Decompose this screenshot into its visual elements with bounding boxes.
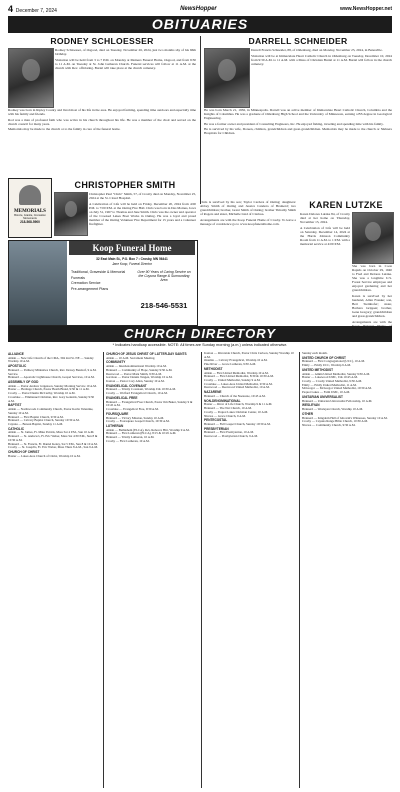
masthead: NewsHopper	[180, 6, 217, 12]
obituary-name: DARRELL SCHNEIDER	[248, 36, 348, 46]
church-listing: Aitkin — Bethlehem (ELCA), Rev. Rebecca Hirt, Worship 9 A.M.	[106, 427, 190, 432]
church-listing: Brainerd — St. Francis, Fr. Daniel Kensy, Sat 5 P.M., Sun 8 & 10 A.M.	[8, 441, 98, 446]
church-listing: Brainerd — First Baptist Church, 9:30 A.M.	[8, 414, 64, 419]
obituary-text	[300, 212, 350, 320]
church-directory-title: CHURCH DIRECTORY	[8, 326, 392, 342]
paragraph: Rod was a man of profound faith who was active in his church throughout his life. He was a member of the choir and served on the church council for many years.	[8, 117, 196, 126]
church-listing: Deerwood — Deerwood United Methodist, 10 A.M.	[204, 385, 270, 390]
ad-header	[69, 241, 195, 255]
obituary-text-cont	[200, 200, 296, 320]
ad-subtitle: Bronze, Granite, Cremation Monuments	[14, 214, 46, 220]
denomination-heading: EVANGELICAL FREE	[106, 395, 138, 400]
paragraph: Chris is survived by his son; Taylor Cardera of Outing; daughters: Abbey Smith of Outing and Jessica Candera of Brainerd; two grandchildren; brother, Grant Smith of Outing; brother Timothy Smith of Rogers and sister, Michelle Lind of Clarissa.	[200, 200, 296, 217]
church-listing: Brainerd — Full Gospel Church, Sunday 10:30 A.M.	[204, 421, 271, 426]
denomination-heading: CHURCH OF JESUS CHRIST OF LATTER-DAY SAINTS	[106, 352, 187, 356]
obituary-photo	[8, 48, 54, 108]
church-listing: Baxter — Heritage Church, Pastor Heath Bland, 9:30 & 11 A.M.	[8, 387, 90, 392]
denomination-heading: UNITED CHURCH OF CHRIST	[302, 355, 346, 360]
denomination-heading: NAZARENE	[204, 390, 222, 395]
church-listing: Brainerd — First Presbyterian, 10 A.M.	[204, 430, 254, 435]
directory-column	[204, 352, 296, 788]
church-listing: Brainerd — The Net Church, 10 A.M.	[204, 406, 252, 411]
obituary-name: CHRISTOPHER SMITH	[74, 180, 176, 190]
paragraph: Memorials may be made to the church or to the family in care of the funeral home.	[8, 127, 121, 132]
church-listing: Pequot Lakes — Faith UMC, 10 A.M.	[302, 390, 351, 395]
column-divider	[200, 36, 201, 204]
church-listing: Cuyuna — Berean Baptist, Sunday 11 A.M.	[8, 421, 64, 426]
church-listing: Crosslake — Lakes Area United Methodist, 9:30 A.M.	[204, 381, 273, 386]
denomination-heading: EVANGELICAL COVENANT	[106, 383, 147, 388]
church-listing: Emily — Emily United Methodist, 11 A.M.	[302, 382, 357, 387]
church-listing: Garrison — Pastor Dennis Tangen, Worship 10 A.M.	[106, 375, 173, 380]
paragraph: Christopher Paul "Chris" Smith, 57, of Crosby died on Monday, November 25, 2024 at the St. Cloud Hospital.	[89, 192, 196, 201]
paragraph: Visitation will be at Immaculate Heart Catholic Church in Oldenburg on Tuesday, December 10, 2024 from 9:30 A.M. to 11 A.M. with a Mass of Christian Burial at 11 A.M. Burial will follow in the church cemetery.	[251, 53, 392, 66]
church-listing: Crosby — St. Joseph's, Fr. Eric Weber, Mass Thurs 8 A.M., Sun 9 A.M.	[8, 445, 98, 450]
church-listing: Brainerd — Community of Hope, Sunday 9:30 A.M.	[106, 367, 173, 372]
church-listing: Nisswa — Community Church, 9:30 A.M.	[302, 422, 356, 427]
service-item: Pre-arrangement Plans	[71, 286, 109, 291]
paragraph: Arrangements are with the Koop Funeral Home of Crosby. To leave a message of condolence go to www.koopfuneralhome.com.	[200, 217, 296, 226]
service-item: Cremation Service	[71, 281, 101, 285]
paragraph: Karen Delores Lutzke 84, of Crosby died at her home on Thursday, November 15, 2024.	[300, 212, 350, 225]
church-listing: Brainerd — Calvary Baptist Church, Sunday 10:30 A.M.	[8, 418, 80, 423]
church-listing: Brainerd — Kingdom Hall of Jehovah's Witnesses, Sunday 10 A.M.	[302, 415, 388, 420]
paragraph: A Celebration of Life will be held on Saturday, December 14, 2024 at the Harris Johnson Community Room from 11 A.M. to 1 P.M. with a memorial service at 4:00 P.M.	[300, 225, 350, 246]
ad-phone: 218-568-5900	[20, 220, 40, 224]
paragraph: Rodney Schloesser, of Osgood, died on Tuesday, November 26, 2024, just two months shy of his 66th birthday.	[55, 48, 196, 57]
church-listing: Crosby — Crosby United Methodist, 9:30 A.M.	[302, 379, 363, 384]
denomination-heading: CHURCH OF CHRIST	[8, 449, 40, 454]
obituary-text-cont	[352, 264, 392, 324]
denomination-heading: CATHOLIC	[8, 426, 24, 431]
koop-funeral-ad[interactable]	[8, 240, 198, 326]
paragraph: Arrangements are with the	[352, 319, 392, 324]
church-listing: Crosby — Cuyuna Range Bible Church, 10:30 A.M.	[302, 419, 368, 424]
church-listing: Ironton — Pastor Cory Allen, Sunday 10 A.M.	[106, 379, 165, 384]
church-listing: Aitkin — Pastor Andrew Jergenson, Sunday Morning Service 10 A.M.	[8, 383, 97, 388]
obituary-name: RODNEY SCHLOESSER	[50, 36, 154, 46]
denomination-heading: LUTHERAN	[106, 423, 124, 428]
paragraph: Darrell Francis Schneider, 88, of Oldenburg, died on Monday, November 25, 2024, in Batesville.	[251, 48, 383, 52]
church-listing: Aitkin — Aitkin United Methodist, Sunday 9:30 A.M.	[302, 371, 371, 376]
directory-column	[106, 352, 198, 788]
denomination-heading: OTHER	[302, 411, 313, 416]
church-listing: Brainerd — Evangelical Free Church, Pastor Jim Baker, Sunday 9 & 10:45 A.M.	[106, 399, 193, 408]
issue-date: December 7, 2024	[15, 8, 57, 14]
church-listing: Brainerd — Trinity Covenant, Worship 9 & 10:30 A.M.	[106, 387, 176, 392]
church-listing: Brainerd — St. Andrew's, Fr. Eric Weber, Mass Sat 4:30 P.M., Sun 8 & 10:30 A.M.	[8, 434, 98, 442]
denomination-heading: UNITARIAN UNIVERSALIST	[302, 394, 343, 399]
section-title: OBITUARIES	[8, 16, 392, 33]
church-listing: Brainerd — Apostolic Lighthouse Church, Gospel Services, 10 A.M.	[8, 375, 95, 380]
church-listing: Aitkin — First United Methodist, Worship 10 A.M.	[204, 370, 269, 375]
church-listing: Brainerd — Church of the Nazarene, 10:45 A.M.	[204, 393, 266, 398]
paragraph: A Celebration of Life will be held on Friday, December 20, 2024 from 4:00 P.M. to 7:00 P.M. at the Outing Fire Hall. Chris was born in Des Moines, Iowa on July 31, 1967 to Thomas and Jane Smith. Chris was the owner and operator of the Crooked Lakes Boat Works in Outing. He was a loyal and proud member of the Outing Volunteer Fire Department for 15 years and a volunteer firefighter.	[89, 201, 196, 226]
service-item: Traditional, Graveside & Memorial Funerals	[71, 270, 126, 280]
ad-director: Jane Koop, Funeral Director	[112, 262, 152, 266]
directory-column	[8, 352, 100, 788]
church-listing: Crosslake — Emmanuel Christian, Rev. Gary Gennick, Sunday 9:30 A.M.	[8, 394, 95, 403]
church-listing: Emily — Emily UCC, Worship 9 A.M.	[302, 363, 351, 368]
denomination-heading: COMMUNITY	[106, 360, 126, 365]
paragraph: He was born March 21, 1936, in Minneapolis. Darrell was an active member of Immaculate Heart Catholic Church, Columbia and the Knights of Columbus. He was a graduate of Oldenburg High School and the University of Minnesota, earning a BS degree in Geological Engineering.	[204, 108, 392, 121]
church-listing: Crosby — Pequot Lakes Christian Center, 10 A.M.	[204, 409, 269, 414]
church-listing: Aitkin — Northwoods Community Church, Pastor Kevin Valentine, Sunday 10 A.M.	[8, 407, 94, 415]
church-listing: Brainerd — First Lutheran (ELCA), 8:15 & 10:45 A.M.	[106, 431, 177, 436]
ad-tagline: Over 90 Years of Caring Service on the Cuyuna Range & Surrounding Area	[137, 270, 191, 283]
ad-title: Koop Funeral Home	[92, 243, 172, 253]
ad-services	[71, 270, 133, 292]
church-listing: Crosby — Wolford Evangelical Church, 10 A.M.	[106, 391, 168, 396]
church-listing: Aitkin — New Life Church of the CMA, 304 2nd St. NE — Sunday Worship 10 A.M.	[8, 355, 94, 364]
denomination-heading: NON-DENOMINATIONAL	[204, 398, 241, 403]
church-listing: Crosslake — Evangelical Free, 9:30 A.M.	[106, 407, 159, 412]
funeral-home-photo	[9, 241, 67, 325]
ad-phone: 218-546-5531	[140, 301, 188, 310]
church-listing: Ironton — Riverside Church, Pastor Chris Carlson, Sunday Worship 10 A.M.	[204, 351, 294, 359]
obituary-text-cont	[8, 108, 196, 176]
denomination-heading: PRESBYTERIAN	[204, 426, 229, 431]
obituary-text	[251, 48, 392, 106]
denomination-heading: UNITED METHODIST	[302, 367, 334, 372]
church-listing: Onamia — Calvary Evangelical, Worship 10 A.M.	[204, 358, 268, 363]
church-listing: Brainerd — First Congregational (UCC), 10 A.M.	[302, 359, 365, 364]
denomination-heading: WESLEYAN	[302, 403, 320, 408]
denomination-heading: APOSTOLIC	[8, 364, 27, 369]
denomination-heading: METHODIST	[204, 366, 223, 371]
church-listing: Brainerd — First United Methodist, 8:30 & 10:30 A.M.	[204, 374, 274, 379]
church-listing: Sunday each month.	[302, 351, 328, 355]
church-listing: Brainerd — Wesleyan Church, Worship 10 A.M.	[302, 407, 364, 412]
paragraph: Rodney was born in Ripley County and lived most of his life in the area. He enjoyed farming, spending time outdoors and especially time with his family and friends.	[8, 108, 196, 117]
ad-title: MEMORIALS	[14, 209, 46, 214]
church-listing: Baxter — Lakes Area Church of Christ, Worship 10 A.M.	[8, 453, 81, 458]
paragraph: He is survived by his wife, Doreen, children, grandchildren and great-grandchildren. Memorials may be made to the church or Shriners Hospitals for Children.	[204, 127, 392, 136]
website: www.NewsHopper.net	[339, 6, 392, 12]
directory-column	[302, 352, 394, 788]
page-header	[8, 4, 392, 14]
church-listing: Nisswa — Grace Church, 9 A.M.	[204, 413, 246, 418]
ad-address: 32 East Main St., P.O. Box 7 • Crosby, MN 56441	[96, 257, 168, 261]
obituary-photo	[204, 48, 250, 108]
obituary-name: KAREN LUTZKE	[309, 200, 383, 210]
obituary-text-cont	[204, 108, 392, 198]
directory-note: * Indicates handicap accessible. NOTE: All times are Sunday morning (a.m.) unless indicated otherwise.	[112, 343, 288, 347]
church-listing: Brainerd — Pathway Ministries Church, Rev. Dewey Bendorf, 9 A.M. Service.	[8, 367, 97, 376]
obituary-text	[55, 48, 196, 106]
church-listing: Aitkin — St. James, Fr. Mike Patrick, Mass Sat 4 P.M., Sun 10 A.M.	[8, 430, 95, 435]
church-listing: Crosby — United Methodist, Sunday 9 A.M.	[204, 378, 261, 383]
headstone-icon	[19, 185, 41, 205]
paragraph: Visitation will be held from 3 to 7 P.M. on Monday at Meiners Funeral Home, Osgood, and from 9:30 to 11 A.M. on Tuesday at St. John Lutheran Church. Funeral services will follow at 11 A.M. at the church with Rev. officiating. Burial will take place at the church cemetery.	[55, 57, 196, 70]
church-listing: Deerwood — Presbyterian Church, 9 A.M.	[204, 434, 258, 439]
church-listing: Crosby — First Lutheran, 10 A.M.	[106, 438, 150, 443]
denomination-heading: ALLIANCE	[8, 352, 24, 356]
paragraph: She was born in Coon Rapids on October 29, 1940 to Fred and Delores Lutzke. She was a longtime U.S. Forest Service employee and enjoyed gardening and her grandchildren.	[352, 264, 392, 293]
church-listing: Pine River — Grace Lutheran, 9:30 A.M.	[204, 362, 257, 367]
church-listing: Brainerd — Unitarian Universalist Fellowship, 10 A.M.	[302, 398, 373, 403]
obituary-photo	[54, 192, 88, 236]
church-listing: Brainerd — Victory Mission, Sunday 10 A.M.	[106, 415, 165, 420]
church-listing: Aitkin — Interdenominational Worship 10 A.M.	[106, 364, 167, 369]
church-listing: Baxter — River of Life Church, Worship 9 & 11 A.M.	[204, 402, 273, 407]
church-listing: McGregor — McGregor United Methodist, 10:30 A.M.	[302, 386, 372, 391]
page-number: 4	[8, 4, 14, 14]
church-listing: Brainerd — Trinity Lutheran, 10 A.M.	[106, 435, 155, 440]
denomination-heading: BAPTIST	[8, 403, 22, 408]
church-listing: Baxter — Lakewood UMC, 9 & 10:45 A.M.	[302, 375, 358, 380]
paragraph: He was a former owner and president of Consulting Engineers, Inc. He enjoyed fishing, traveling and spending time with his family.	[204, 121, 384, 126]
church-listing: Deerwood — Pastor Mark Smith, 9:30 A.M.	[106, 371, 162, 376]
denomination-heading: PENTECOSTAL	[204, 418, 228, 423]
denomination-heading: FOURSQUARE	[106, 411, 129, 416]
church-listing: Crosby — Pastor Dustin McCarthy, Worship 10 A.M.	[8, 391, 76, 396]
obituary-photo	[352, 212, 394, 264]
paragraph: Karen is survived by her husband, Allan Fauske; son, Bert Steinhofer; sister, Barbara Grippen; brother, Gene Gregory; grandchildren and great-grandchildren.	[352, 293, 392, 319]
church-listing: Crosby — Foursquare Gospel Church, 10:30 A.M.	[106, 419, 170, 424]
memorials-ad[interactable]	[8, 178, 52, 238]
denomination-heading: ASSEMBLY OF GOD	[8, 380, 39, 385]
church-listing: Aitkin — 10 A.M. Sacrament Meeting.	[106, 355, 156, 360]
